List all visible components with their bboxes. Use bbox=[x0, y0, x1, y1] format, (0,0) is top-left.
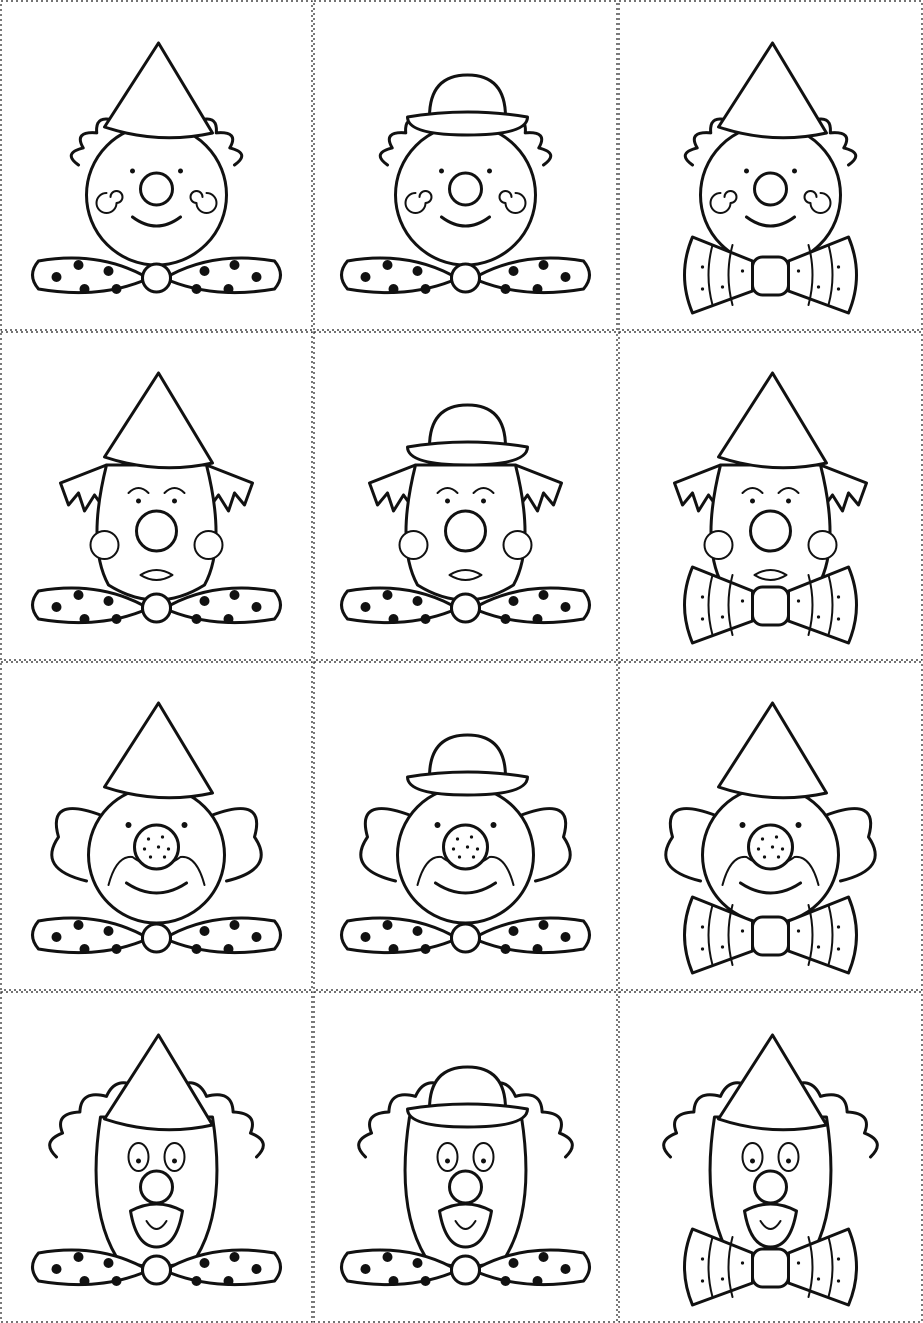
cone-hat-icon bbox=[105, 43, 213, 138]
clown-drawing bbox=[666, 703, 875, 973]
clown-card[interactable] bbox=[1, 1, 312, 330]
clown-card[interactable] bbox=[1, 662, 312, 990]
polka-dot-bow-icon bbox=[33, 258, 281, 294]
bowler-hat-icon bbox=[408, 735, 528, 795]
bowler-hat-icon bbox=[408, 75, 528, 135]
polka-dot-bow-icon bbox=[33, 588, 281, 624]
clown-drawing bbox=[342, 405, 590, 624]
clown-card[interactable] bbox=[314, 332, 617, 660]
polka-dot-bow-icon bbox=[342, 1250, 590, 1286]
clown-drawing bbox=[342, 735, 590, 954]
clown-drawing bbox=[685, 43, 857, 313]
polka-dot-bow-icon bbox=[33, 918, 281, 954]
clown-card[interactable] bbox=[619, 1, 922, 330]
clown-face-icon bbox=[61, 465, 253, 600]
clown-drawing bbox=[33, 373, 281, 624]
clown-card[interactable] bbox=[1, 332, 312, 660]
clown-drawing bbox=[33, 43, 281, 294]
cone-hat-icon bbox=[719, 703, 827, 798]
clown-card[interactable] bbox=[314, 662, 617, 990]
clown-drawing bbox=[342, 1067, 590, 1286]
clown-face-icon bbox=[370, 465, 562, 600]
clown-drawing bbox=[664, 1035, 878, 1305]
clown-drawing bbox=[342, 75, 590, 294]
cone-hat-icon bbox=[105, 703, 213, 798]
polka-dot-bow-icon bbox=[342, 258, 590, 294]
cone-hat-icon bbox=[719, 373, 827, 468]
clown-card[interactable] bbox=[314, 1, 617, 330]
polka-dot-bow-icon bbox=[342, 588, 590, 624]
cone-hat-icon bbox=[719, 43, 827, 138]
polka-dot-bow-icon bbox=[342, 918, 590, 954]
polka-dot-bow-icon bbox=[33, 1250, 281, 1286]
bowler-hat-icon bbox=[408, 405, 528, 465]
clown-card[interactable] bbox=[619, 662, 922, 990]
clown-card[interactable] bbox=[619, 332, 922, 660]
clown-face-icon bbox=[361, 787, 570, 923]
clown-card[interactable] bbox=[619, 992, 922, 1322]
clown-face-icon bbox=[52, 787, 261, 923]
clown-card[interactable] bbox=[314, 992, 617, 1322]
cone-hat-icon bbox=[105, 373, 213, 468]
cards-layer bbox=[1, 1, 922, 1322]
clown-drawing bbox=[675, 373, 867, 643]
clown-drawing bbox=[33, 1035, 281, 1286]
clown-drawing bbox=[33, 703, 281, 954]
clown-card[interactable] bbox=[1, 992, 312, 1322]
